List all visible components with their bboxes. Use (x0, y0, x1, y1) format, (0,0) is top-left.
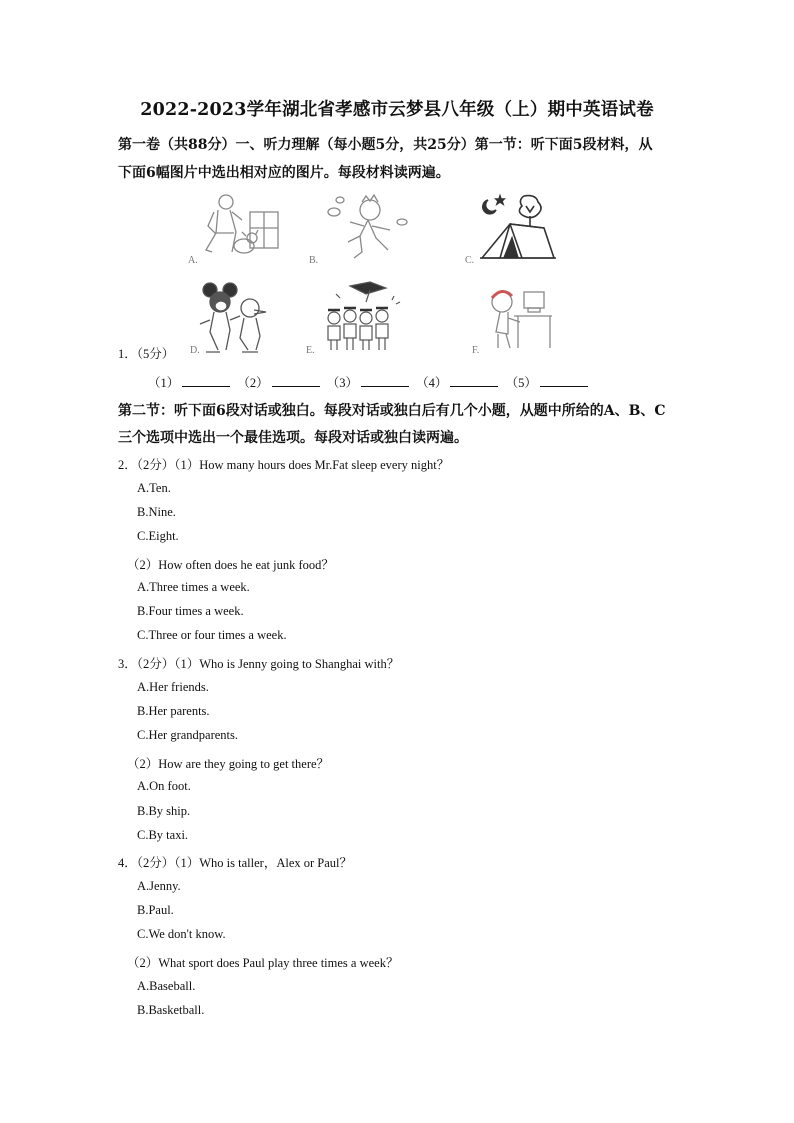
blank-label-1: （1） (148, 376, 180, 390)
question-3-sub-option-a: A.On foot. (137, 779, 191, 793)
question-3-option-a: A.Her friends. (137, 680, 209, 694)
picture-label-d: D. (190, 345, 200, 356)
picture-label-a: A. (188, 255, 198, 266)
man-and-dog-picture (186, 188, 286, 266)
blank-label-5: （5） (505, 376, 537, 390)
answer-blank-3[interactable] (361, 376, 409, 387)
girl-at-computer-picture (484, 282, 556, 354)
question-1-number: 1．（5分） (118, 347, 175, 361)
question-3-sub-option-c: C.By taxi. (137, 828, 189, 842)
question-2-stem: 2．（2分）（1）How many hours does Mr.Fat sleep every night？ (118, 458, 450, 472)
section2-instruction-line1: 第二节：听下面6段对话或独白。每段对话或独白后有几个小题，从题中所给的A、B、C (118, 403, 666, 419)
question-4-stem: 4．（2分）（1）Who is taller，Alex or Paul？ (118, 856, 352, 870)
question-4-sub-stem: （2）What sport does Paul play three times a week？ (127, 956, 399, 970)
answer-blank-4[interactable] (450, 376, 498, 387)
question-3-stem: 3．（2分）（1）Who is Jenny going to Shanghai with？ (118, 657, 400, 671)
picture-label-f: F. (472, 345, 480, 356)
question-3-sub-option-b: B.By ship. (137, 804, 191, 818)
children-with-cap-picture (322, 280, 402, 356)
question-3-sub-stem: （2）How are they going to get there？ (127, 757, 330, 771)
answer-blank-2[interactable] (272, 376, 320, 387)
question-4-sub-option-a: A.Baseball. (137, 979, 196, 993)
question-2-sub-option-a: A.Three times a week. (137, 580, 250, 594)
question-4-option-c: C.We don't know. (137, 927, 226, 941)
question-3-option-b: B.Her parents. (137, 704, 210, 718)
answer-blank-5[interactable] (540, 376, 588, 387)
blank-label-4: （4） (416, 376, 448, 390)
page-title: 2022-2023学年湖北省孝感市云梦县八年级（上）期中英语试卷 (140, 100, 654, 120)
section2-instruction-line2: 三个选项中选出一个最佳选项。每段对话或独白读两遍。 (118, 430, 468, 446)
blank-label-3: （3） (326, 376, 359, 390)
question-2-sub-stem: （2）How often does he eat junk food？ (127, 558, 334, 572)
picture-label-b: B. (309, 255, 319, 266)
blank-label-2: （2） (237, 376, 269, 390)
picture-label-c: C. (465, 255, 475, 266)
boy-running-picture (318, 192, 414, 264)
question-2-sub-option-b: B.Four times a week. (137, 604, 244, 618)
question-2-option-a: A.Ten. (137, 481, 171, 495)
answer-blank-1[interactable] (182, 376, 230, 387)
question-4-sub-option-b: B.Basketball. (137, 1003, 205, 1017)
tent-at-night-picture (478, 188, 558, 264)
answer-blanks (148, 373, 592, 391)
question-2-option-b: B.Nine. (137, 505, 176, 519)
mickey-and-donald-picture (196, 280, 274, 358)
section1-instruction-line2: 下面6幅图片中选出相对应的图片。每段材料读两遍。 (118, 165, 450, 181)
question-3-option-c: C.Her grandparents. (137, 728, 239, 742)
question-2-option-c: C.Eight. (137, 529, 179, 543)
question-2-sub-option-c: C.Three or four times a week. (137, 628, 287, 642)
section1-instruction-line1: 第一卷（共88分）一、听力理解（每小题5分，共25分）第一节：听下面5段材料，从 (118, 137, 653, 153)
question-4-option-b: B.Paul. (137, 903, 174, 917)
picture-label-e: E. (306, 345, 315, 356)
question-4-option-a: A.Jenny. (137, 879, 181, 893)
